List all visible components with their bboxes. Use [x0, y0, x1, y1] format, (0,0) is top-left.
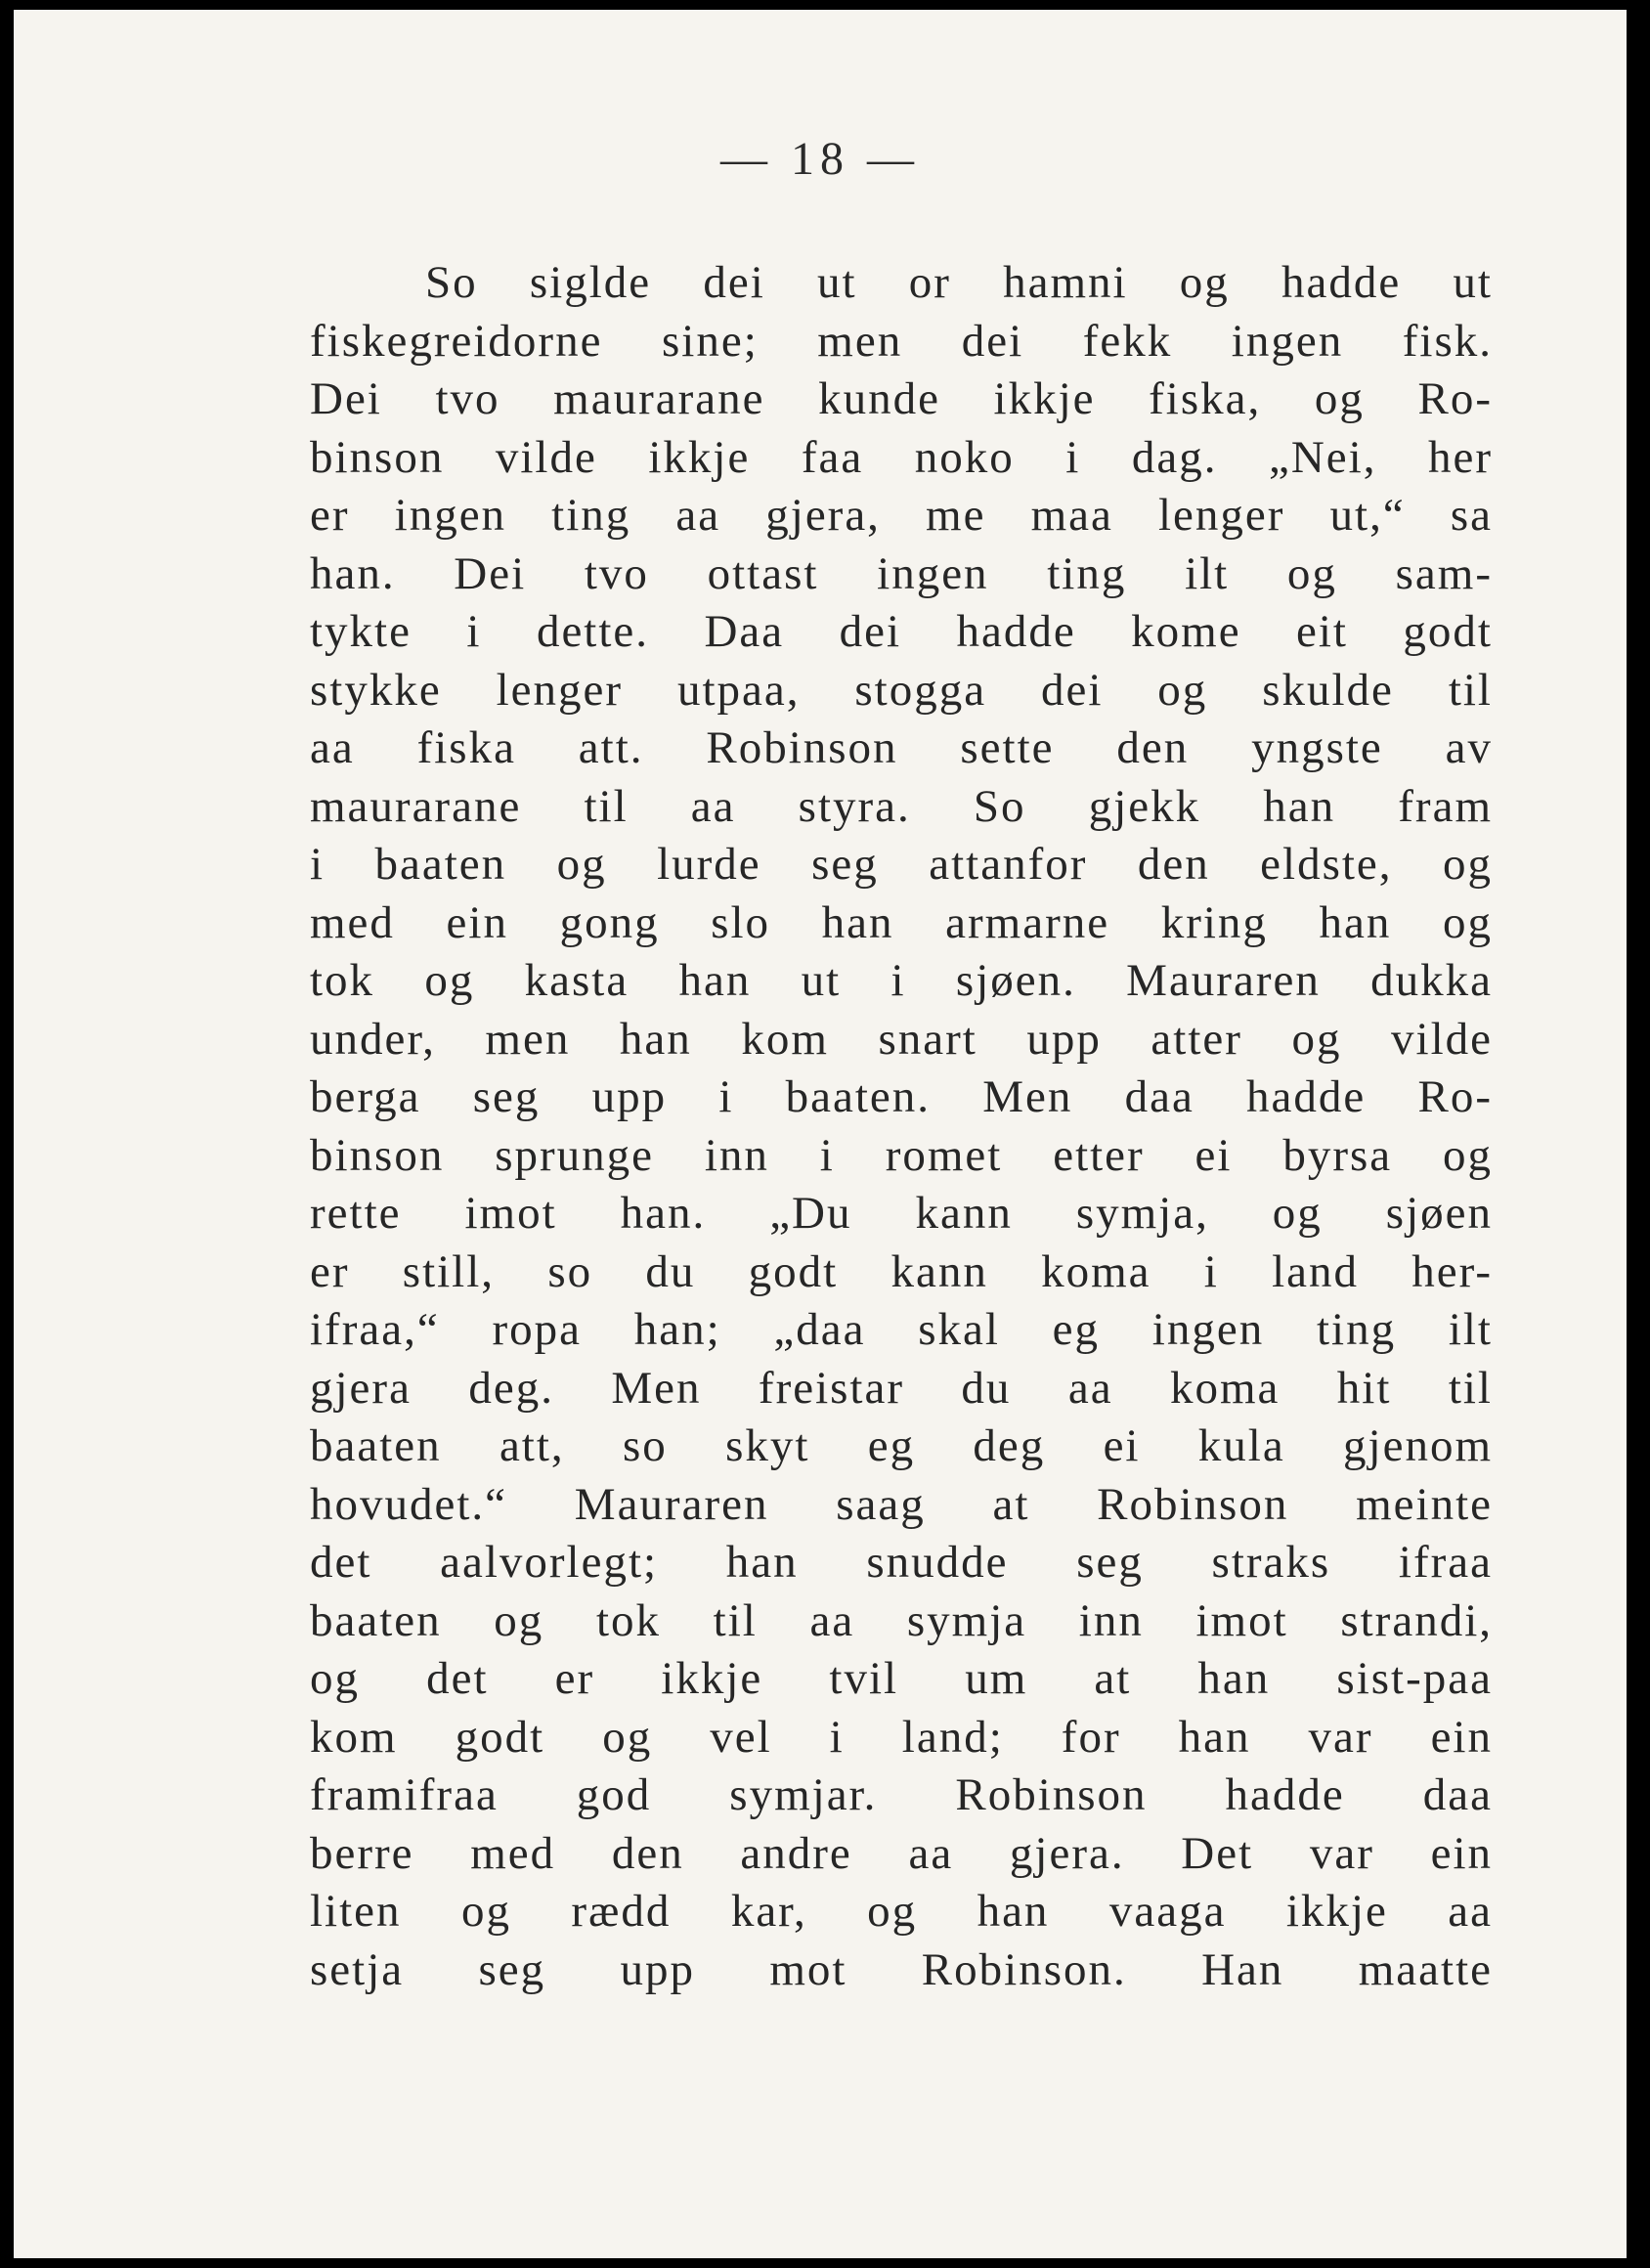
- text-line: framifraa god symjar. Robinson hadde daa: [310, 1769, 1493, 1820]
- text-line: under, men han kom snart upp atter og vilde: [310, 1013, 1493, 1065]
- text-line: maurarane til aa styra. So gjekk han fram: [310, 780, 1493, 832]
- text-line: binson vilde ikkje faa noko i dag. „Nei, her: [310, 431, 1493, 483]
- text-line: setja seg upp mot Robinson. Han maatte: [310, 1943, 1493, 1995]
- body-text: [310, 254, 1493, 1999]
- text-line: og det er ikkje tvil um at han sist-paa: [310, 1653, 1493, 1704]
- text-line: tok og kasta han ut i sjøen. Mauraren dukka: [310, 955, 1493, 1006]
- text-line: han. Dei tvo ottast ingen ting ilt og sam-: [310, 547, 1493, 599]
- text-line: hovudet.“ Mauraren saag at Robinson meinte: [310, 1478, 1493, 1530]
- text-line: baaten og tok til aa symja inn imot strandi,: [310, 1594, 1493, 1646]
- text-line: berre med den andre aa gjera. Det var ein: [310, 1827, 1493, 1879]
- text-line: binson sprunge inn i romet etter ei byrsa og: [310, 1129, 1493, 1181]
- text-line: stykke lenger utpaa, stogga dei og skulde til: [310, 664, 1493, 716]
- text-line: med ein gong slo han armarne kring han og: [310, 896, 1493, 948]
- text-line: aa fiska att. Robinson sette den yngste av: [310, 722, 1493, 773]
- text-line: So siglde dei ut or hamni og hadde ut: [425, 257, 1493, 308]
- text-line: kom godt og vel i land; for han var ein: [310, 1711, 1493, 1763]
- text-line: berga seg upp i baaten. Men daa hadde Ro-: [310, 1071, 1493, 1122]
- text-line: liten og rædd kar, og han vaaga ikkje aa: [310, 1886, 1493, 1937]
- book-page: [14, 10, 1627, 2258]
- text-line: tykte i dette. Daa dei hadde kome eit godt: [310, 606, 1493, 657]
- page-number: — 18 —: [720, 133, 920, 185]
- text-line: fiskegreidorne sine; men dei fekk ingen fisk.: [310, 315, 1493, 367]
- text-line: baaten att, so skyt eg deg ei kula gjenom: [310, 1420, 1493, 1471]
- text-line: gjera deg. Men freistar du aa koma hit til: [310, 1362, 1493, 1414]
- text-line: ifraa,“ ropa han; „daa skal eg ingen ting ilt: [310, 1304, 1493, 1355]
- text-line: rette imot han. „Du kann symja, og sjøen: [310, 1188, 1493, 1239]
- text-line: det aalvorlegt; han snudde seg straks ifraa: [310, 1537, 1493, 1588]
- text-line: er still, so du godt kann koma i land her-: [310, 1245, 1493, 1297]
- text-line: er ingen ting aa gjera, me maa lenger ut,“ sa: [310, 490, 1493, 541]
- text-line: Dei tvo maurarane kunde ikkje fiska, og Ro-: [310, 373, 1493, 424]
- text-line: i baaten og lurde seg attanfor den eldste, og: [310, 839, 1493, 890]
